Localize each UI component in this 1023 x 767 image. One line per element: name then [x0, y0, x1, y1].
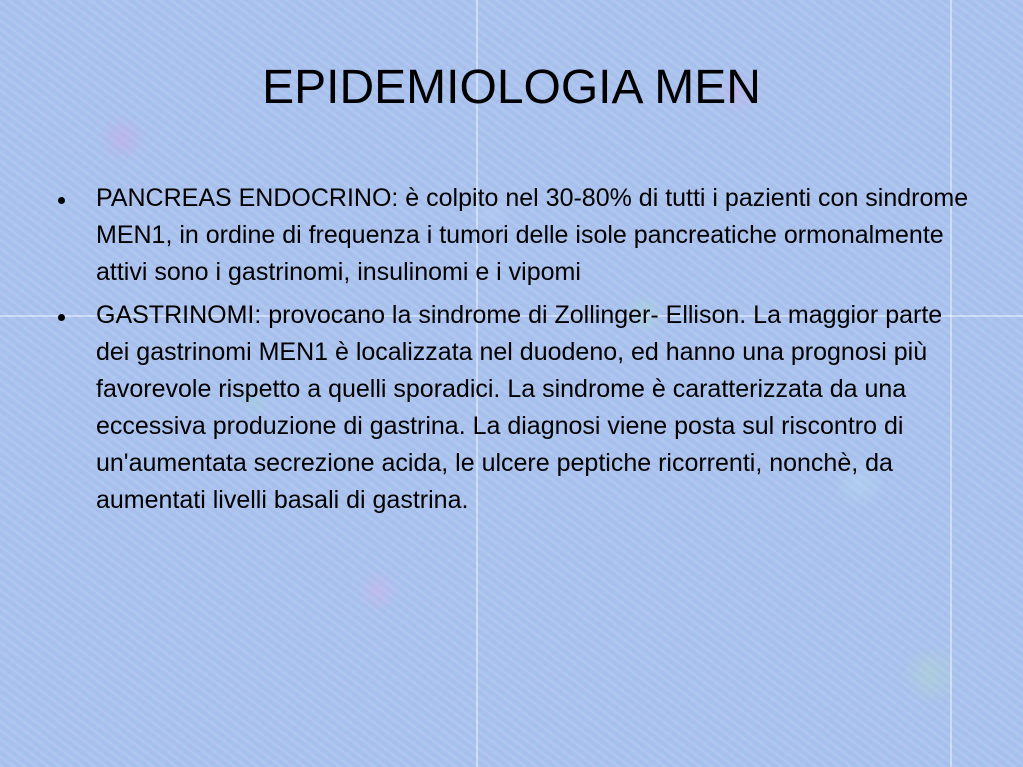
bullet-dot-icon [58, 314, 65, 321]
slide-title: EPIDEMIOLOGIA MEN [262, 61, 761, 114]
bullet-item [58, 180, 978, 291]
bullet-list [58, 180, 978, 525]
bullet-text: PANCREAS ENDOCRINO: è colpito nel 30-80% di tutti i pazienti con sindrome MEN1, in ordine di frequenza i tumori delle isole pancreatiche ormonalmente attivi sono i gastrinomi, insulinomi e i vipomi [96, 184, 969, 286]
bullet-text: GASTRINOMI: provocano la sindrome di Zollinger- Ellison. La maggior parte dei gastrinomi MEN1 è localizzata nel duodeno, ed hanno una prognosi più favorevole rispetto a quelli sporadici. La sindrome è caratterizzata da una eccessiva produzione di gastrina. La diagnosi viene posta sul riscontro di un'aumentata secrezione acida, le ulcere peptiche ricorrenti, nonchè, da aumentati livelli basali di gastrina. [96, 301, 943, 514]
bullet-item [58, 297, 978, 519]
bullet-dot-icon [58, 197, 65, 204]
